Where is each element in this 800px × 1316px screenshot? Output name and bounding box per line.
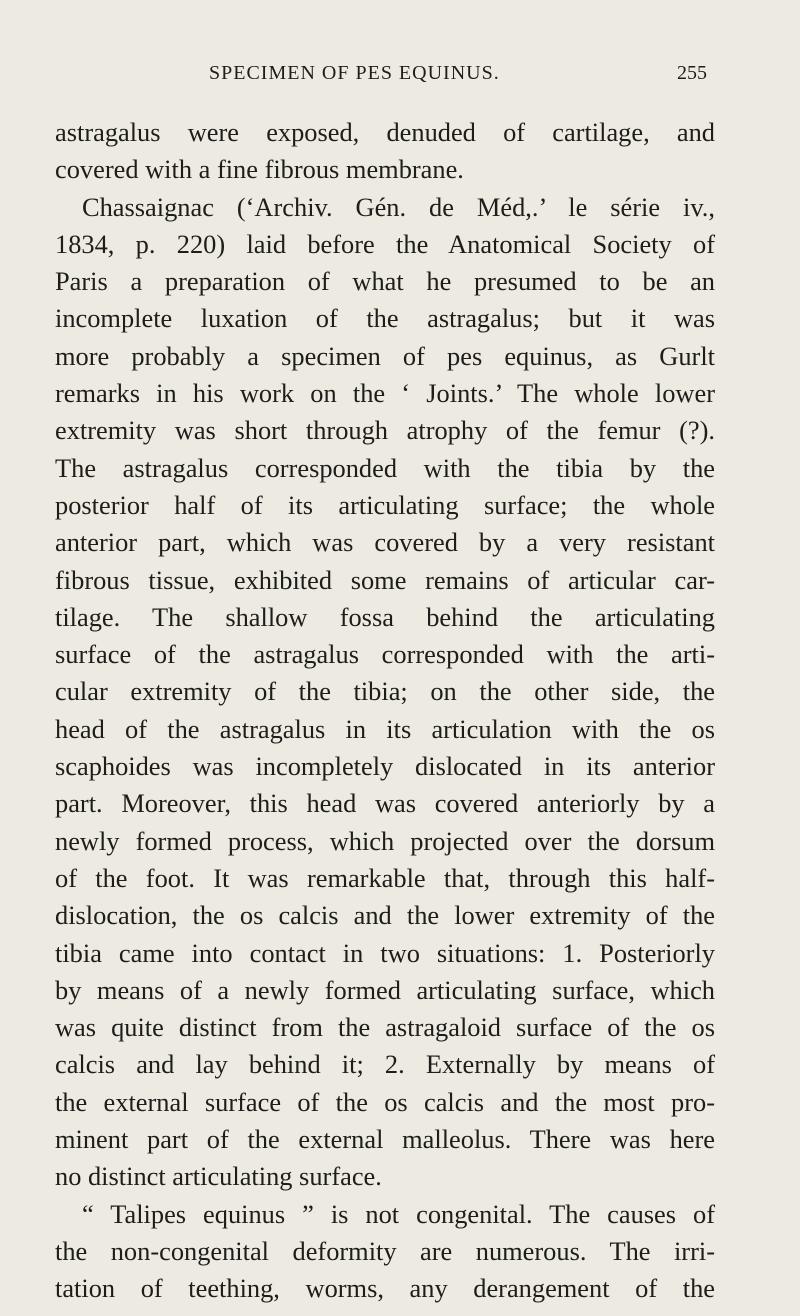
text-line: more probably a specimen of pes equinus, as Gurlt <box>55 340 715 371</box>
text-line: covered with a fine fibrous membrane. <box>55 154 464 185</box>
text-line: scaphoides was incompletely dislocated in its anterior <box>55 751 715 782</box>
text-line: of the foot. It was remarkable that, through this half- <box>55 862 715 893</box>
text-line: remarks in his work on the ‘ Joints.’ The whole lower <box>55 378 715 409</box>
text-line: incomplete luxation of the astragalus; but it was <box>55 303 715 334</box>
running-head <box>187 62 707 88</box>
text-line: surface of the astragalus corresponded with the arti- <box>55 639 715 670</box>
text-line: cular extremity of the tibia; on the other side, the <box>55 676 715 707</box>
body-text <box>55 114 715 1308</box>
text-line: posterior half of its articulating surface; the whole <box>55 489 715 520</box>
page-number: 255 <box>677 62 707 84</box>
text-line: tilage. The shallow fossa behind the articulating <box>55 601 715 632</box>
text-line: tibia came into contact in two situations: 1. Posteriorly <box>55 937 715 968</box>
text-line: calcis and lay behind it; 2. Externally by means of <box>55 1049 715 1080</box>
text-line: part. Moreover, this head was covered anteriorly by a <box>55 788 715 819</box>
text-line: newly formed process, which projected over the dorsum <box>55 825 715 856</box>
text-line: “ Talipes equinus ” is not congenital. The causes of <box>82 1198 715 1229</box>
text-line: tation of teething, worms, any derangement of the <box>55 1273 715 1304</box>
text-line: no distinct articulating surface. <box>55 1161 382 1192</box>
text-line: dislocation, the os calcis and the lower extremity of the <box>55 900 715 931</box>
text-line: The astragalus corresponded with the tibia by the <box>55 452 715 483</box>
text-line: astragalus were exposed, denuded of cartilage, and <box>55 117 715 147</box>
text-line: fibrous tissue, exhibited some remains of articular car- <box>55 564 715 595</box>
text-line: Chassaignac (‘Archiv. Gén. de Méd,.’ le série iv., <box>82 191 715 222</box>
text-line: head of the astragalus in its articulation with the os <box>55 713 715 744</box>
text-line: anterior part, which was covered by a very resistant <box>55 527 715 558</box>
text-line: the non-congenital deformity are numerous. The irri- <box>55 1235 715 1266</box>
text-line: was quite distinct from the astragaloid surface of the os <box>55 1012 715 1043</box>
text-line: by means of a newly formed articulating surface, which <box>55 974 715 1005</box>
text-line: extremity was short through atrophy of the femur (?). <box>55 415 715 446</box>
text-line: the external surface of the os calcis and the most pro- <box>55 1086 715 1117</box>
running-title: SPECIMEN OF PES EQUINUS. <box>209 62 500 84</box>
text-line: 1834, p. 220) laid before the Anatomical Society of <box>55 228 715 259</box>
text-line: Paris a preparation of what he presumed to be an <box>55 266 715 297</box>
text-line: minent part of the external malleolus. There was here <box>55 1124 715 1155</box>
